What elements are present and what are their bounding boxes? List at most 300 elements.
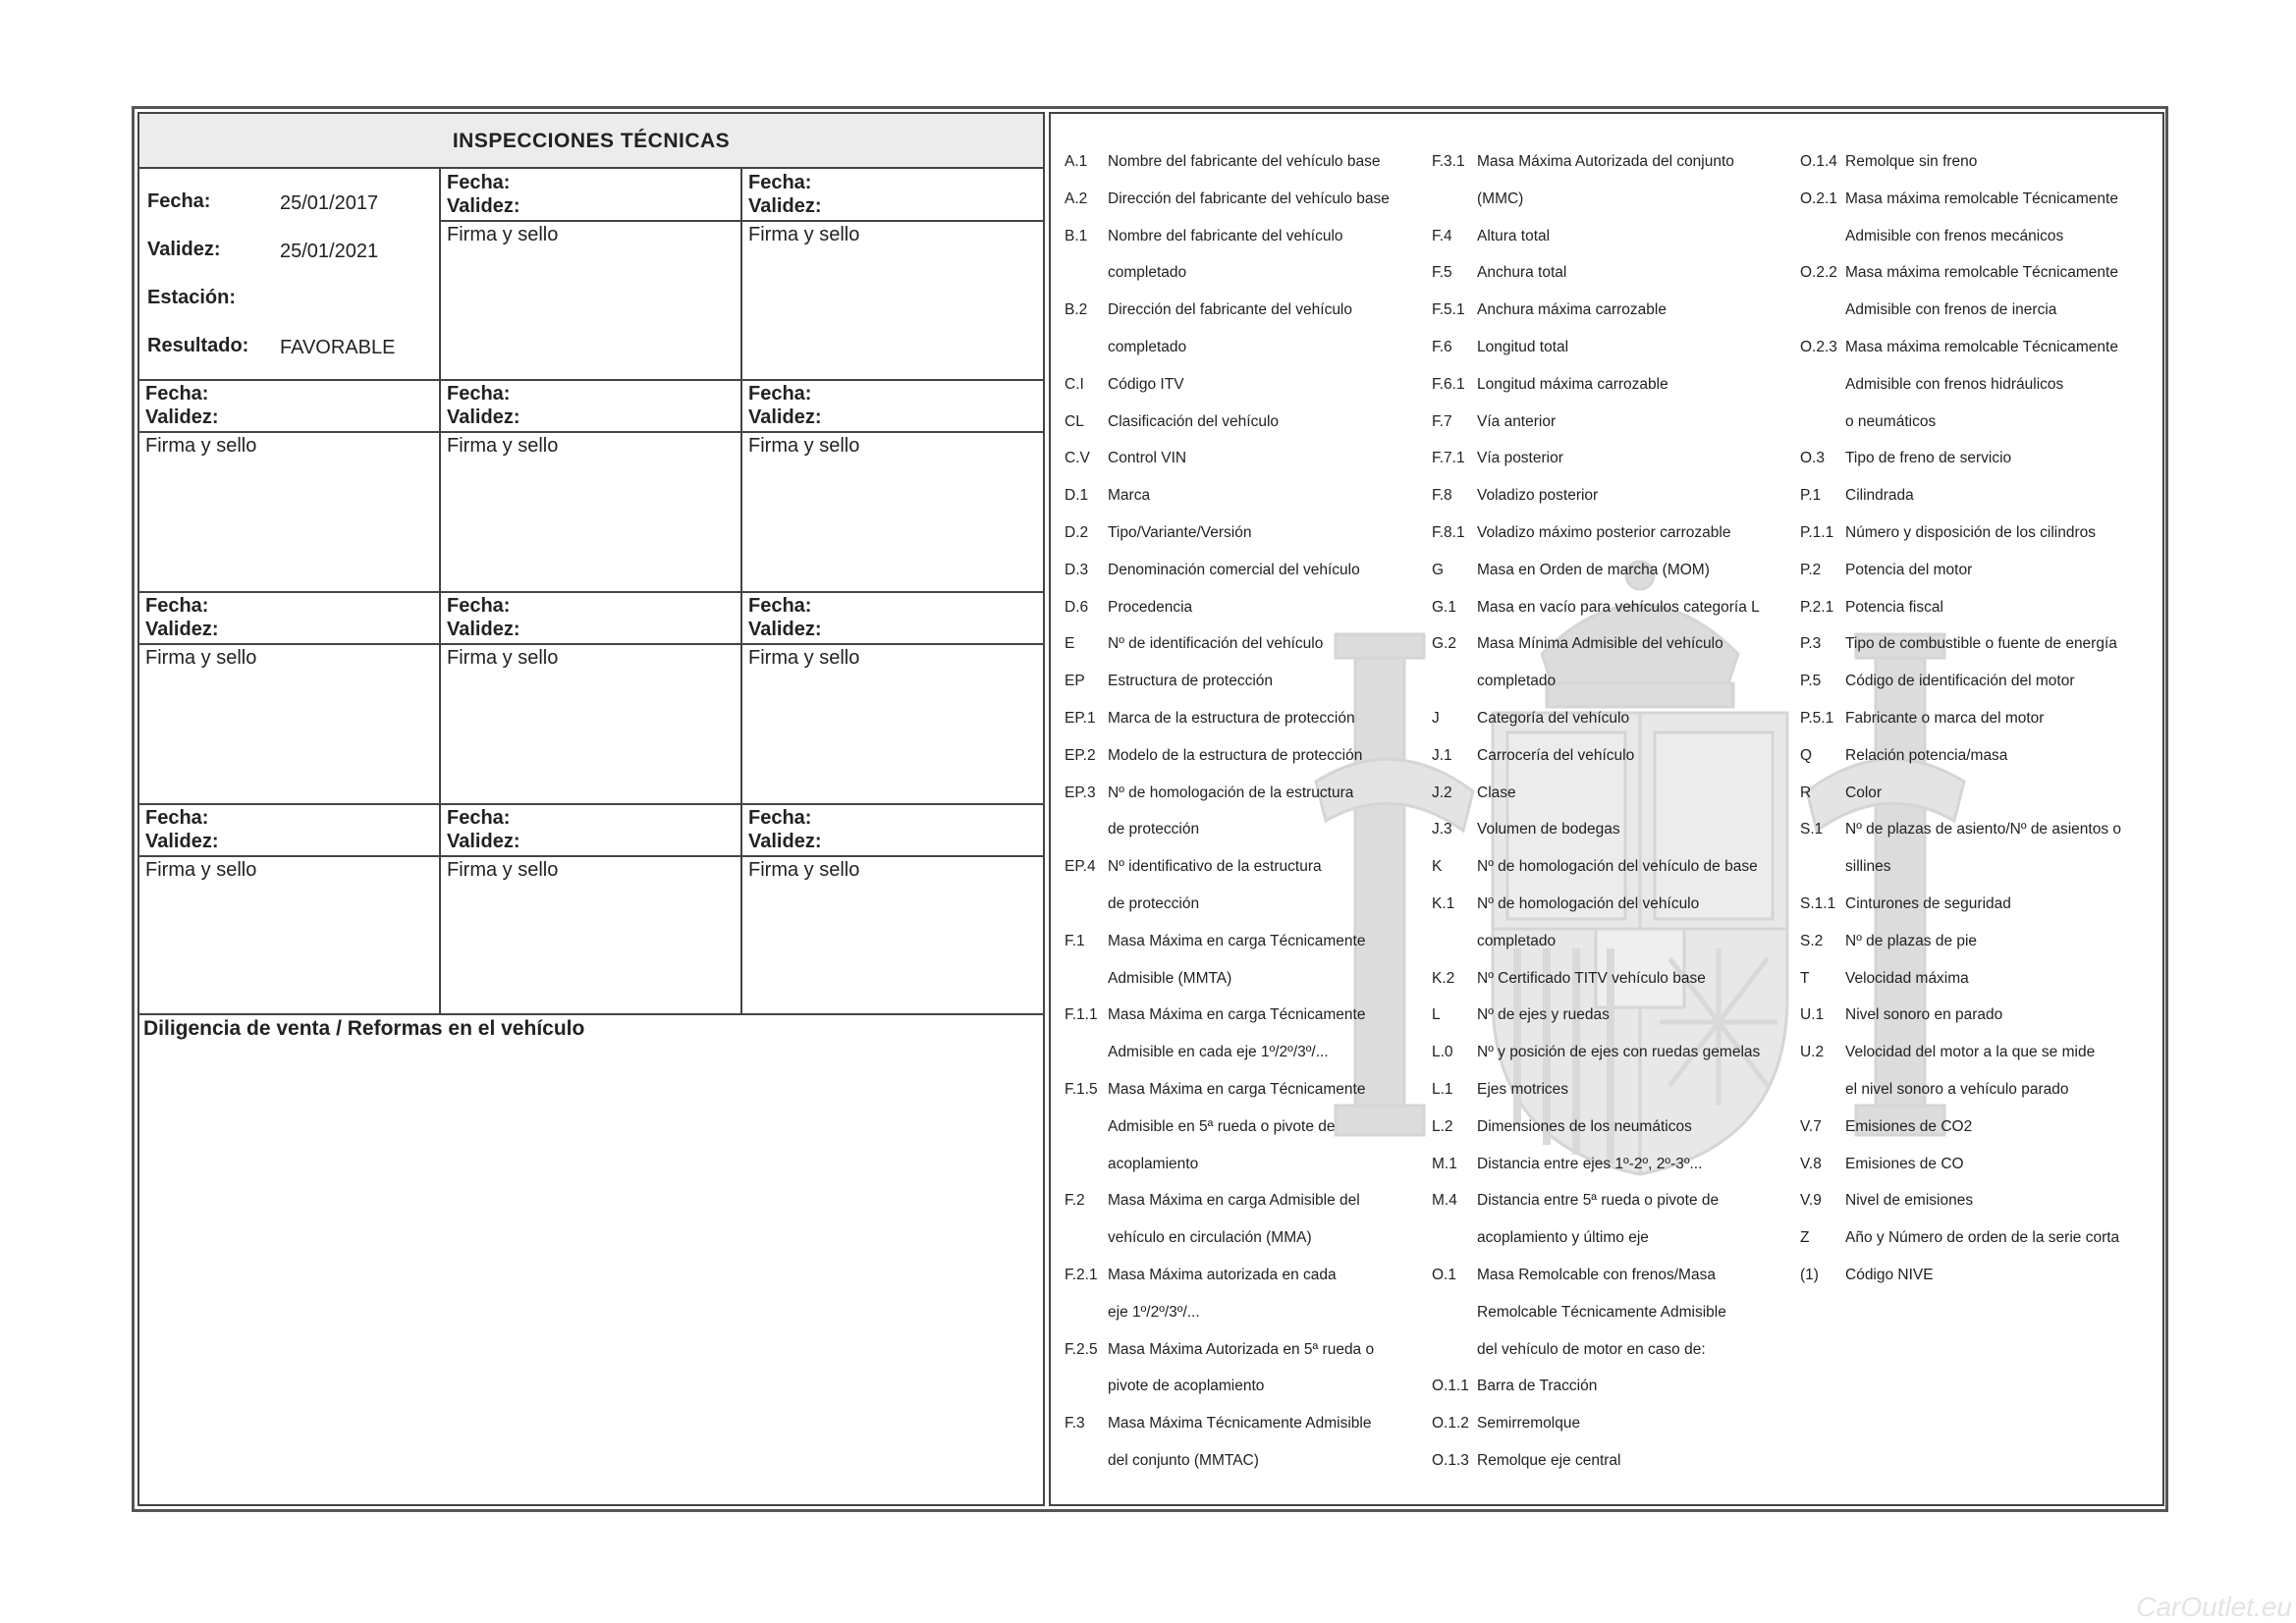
legend-entry xyxy=(1432,960,1795,998)
legend-text: eje 1º/2º/3º/... xyxy=(1108,1303,1200,1321)
cell-firma-label: Firma y sello xyxy=(145,859,257,881)
legend-entry xyxy=(1065,552,1418,589)
legend-text: Ejes motrices xyxy=(1477,1080,1569,1098)
legend-entry xyxy=(1065,960,1418,998)
cell-fecha-label: Fecha: xyxy=(447,807,511,829)
legend-text: del vehículo de motor en caso de: xyxy=(1477,1340,1706,1358)
legend-entry xyxy=(1432,440,1795,477)
legend-entry xyxy=(1065,625,1418,663)
legend-text: Nº y posición de ejes con ruedas gemelas xyxy=(1477,1044,1761,1061)
legend-code: A.1 xyxy=(1065,153,1088,170)
legend-text: Potencia del motor xyxy=(1845,561,1973,578)
legend-code: K.1 xyxy=(1432,894,1455,912)
legend-entry xyxy=(1800,292,2163,329)
legend-entry xyxy=(1432,218,1795,255)
legend-entry xyxy=(1432,848,1795,886)
legend-entry xyxy=(1065,737,1418,775)
legend-text: Distancia entre 5ª rueda o pivote de xyxy=(1477,1192,1720,1210)
legend-entry xyxy=(1065,886,1418,923)
legend-text: Clase xyxy=(1477,784,1516,801)
legend-text: Nº de homologación del vehículo xyxy=(1477,894,1700,912)
legend-text: Emisiones de CO xyxy=(1845,1155,1964,1172)
legend-text: Cinturones de seguridad xyxy=(1845,894,2011,912)
legend-entry xyxy=(1432,811,1795,848)
diligencia-heading: Diligencia de venta / Reformas en el vehículo xyxy=(143,1017,585,1040)
legend-entry xyxy=(1065,848,1418,886)
legend-entry xyxy=(1800,1146,2163,1183)
legend-text: Clasificación del vehículo xyxy=(1108,412,1280,430)
legend-code: L.0 xyxy=(1432,1044,1453,1061)
legend-code: (1) xyxy=(1800,1266,1819,1283)
legend-code: O.2.1 xyxy=(1800,189,1837,207)
legend-text: del conjunto (MMTAC) xyxy=(1108,1451,1259,1469)
legend-text: (MMC) xyxy=(1477,189,1524,207)
legend-text: de protección xyxy=(1108,821,1200,839)
legend-text: vehículo en circulación (MMA) xyxy=(1108,1229,1312,1247)
inspections-title: INSPECCIONES TÉCNICAS xyxy=(139,114,1043,169)
cell-firma-label: Firma y sello xyxy=(447,859,559,881)
legend-entry xyxy=(1800,181,2163,218)
legend-entry xyxy=(1800,923,2163,960)
legend-text: Masa Máxima en carga Técnicamente xyxy=(1108,1080,1366,1098)
legend-entry xyxy=(1800,811,2163,848)
legend-code: J.3 xyxy=(1432,821,1452,839)
legend-code: O.1.1 xyxy=(1432,1378,1469,1395)
cell-fecha-label: Fecha: xyxy=(748,595,812,617)
legend-code: G xyxy=(1432,561,1445,578)
legend-entry xyxy=(1432,1109,1795,1146)
legend-entry xyxy=(1432,997,1795,1034)
legend-code: EP.3 xyxy=(1065,784,1096,801)
grid-hline xyxy=(139,431,1043,433)
legend-text: Dirección del fabricante del vehículo xyxy=(1108,301,1352,319)
legend-code: P.3 xyxy=(1800,635,1822,653)
legend-code: J.1 xyxy=(1432,746,1452,764)
legend-entry xyxy=(1065,1442,1418,1480)
legend-text: Barra de Tracción xyxy=(1477,1378,1598,1395)
legend-text: Código de identificación del motor xyxy=(1845,673,2075,690)
legend-text: o neumáticos xyxy=(1845,412,1937,430)
legend-text: Nombre del fabricante del vehículo xyxy=(1108,227,1343,244)
legend-entry xyxy=(1800,514,2163,552)
legend-entry xyxy=(1432,1146,1795,1183)
legend-code: O.1.3 xyxy=(1432,1451,1469,1469)
legend-entry xyxy=(1432,143,1795,181)
legend-entry xyxy=(1065,218,1418,255)
legend-code: CL xyxy=(1065,412,1084,430)
legend-code: P.5.1 xyxy=(1800,709,1834,727)
cell-firma-label: Firma y sello xyxy=(748,647,860,669)
legend-entry xyxy=(1800,1109,2163,1146)
legend-entry xyxy=(1432,1219,1795,1257)
legend-text: Masa Mínima Admisible del vehículo xyxy=(1477,635,1723,653)
legend-text: Velocidad del motor a la que se mide xyxy=(1845,1044,2096,1061)
legend-entry xyxy=(1065,663,1418,700)
cell-firma-label: Firma y sello xyxy=(447,647,559,669)
estacion-label: Estación: xyxy=(147,287,237,308)
legend-entry xyxy=(1065,1257,1418,1294)
legend-entry xyxy=(1065,329,1418,366)
legend-text: Nº de plazas de asiento/Nº de asientos o xyxy=(1845,821,2122,839)
legend-entry xyxy=(1800,775,2163,812)
legend-text: Nº de homologación del vehículo de base xyxy=(1477,858,1758,876)
watermark-logo: CarOutlet.eu xyxy=(2136,1592,2292,1622)
legend-text: Relación potencia/masa xyxy=(1845,746,2008,764)
legend-entry xyxy=(1432,1294,1795,1331)
legend-code: T xyxy=(1800,969,1810,987)
legend-text: Nº de identificación del vehículo xyxy=(1108,635,1324,653)
legend-entry xyxy=(1800,1257,2163,1294)
legend-code: O.1.4 xyxy=(1800,153,1837,170)
legend-text: Masa Máxima Autorizada del conjunto xyxy=(1477,153,1734,170)
legend-entry xyxy=(1432,1442,1795,1480)
legend-text: Nivel de emisiones xyxy=(1845,1192,1974,1210)
legend-entry xyxy=(1432,366,1795,404)
legend-entry xyxy=(1800,960,2163,998)
legend-code: P.5 xyxy=(1800,673,1822,690)
legend-entry xyxy=(1065,1182,1418,1219)
legend-code: P.1.1 xyxy=(1800,523,1834,541)
legend-code: E xyxy=(1065,635,1075,653)
legend-text: Semirremolque xyxy=(1477,1415,1581,1433)
legend-code: F.1 xyxy=(1065,932,1085,949)
legend-text: Cilindrada xyxy=(1845,487,1914,505)
legend-code: P.2 xyxy=(1800,561,1822,578)
legend-entry xyxy=(1065,143,1418,181)
cell-validez-label: Validez: xyxy=(145,406,219,428)
legend-code: EP xyxy=(1065,673,1085,690)
legend-entry xyxy=(1800,404,2163,441)
legend-code: O.3 xyxy=(1800,450,1825,467)
legend-entry xyxy=(1065,1034,1418,1071)
legend-text: Masa Máxima Técnicamente Admisible xyxy=(1108,1415,1372,1433)
legend-entry xyxy=(1432,589,1795,626)
legend-code: U.2 xyxy=(1800,1044,1825,1061)
resultado-value: FAVORABLE xyxy=(280,337,396,358)
legend-code: EP.1 xyxy=(1065,709,1096,727)
legend-text: Procedencia xyxy=(1108,598,1193,616)
legend-entry xyxy=(1800,477,2163,514)
legend-entry xyxy=(1065,997,1418,1034)
legend-text: Número y disposición de los cilindros xyxy=(1845,523,2097,541)
legend-entry xyxy=(1432,181,1795,218)
inspections-panel xyxy=(137,112,1045,1506)
legend-text: Masa máxima remolcable Técnicamente xyxy=(1845,189,2118,207)
legend-entry xyxy=(1800,552,2163,589)
legend-entry xyxy=(1432,404,1795,441)
legend-entry xyxy=(1800,1071,2163,1109)
legend-entry xyxy=(1065,477,1418,514)
first-inspection xyxy=(147,190,442,383)
legend-entry xyxy=(1432,886,1795,923)
legend-text: Marca xyxy=(1108,487,1151,505)
legend-code: EP.2 xyxy=(1065,746,1096,764)
legend-text: Masa Máxima autorizada en cada xyxy=(1108,1266,1337,1283)
cell-validez-label: Validez: xyxy=(748,406,822,428)
legend-text: Color xyxy=(1845,784,1883,801)
cell-firma-label: Firma y sello xyxy=(145,647,257,669)
legend-code: F.5.1 xyxy=(1432,301,1465,319)
cell-fecha-label: Fecha: xyxy=(748,172,812,193)
cell-validez-label: Validez: xyxy=(447,619,520,640)
cell-fecha-label: Fecha: xyxy=(748,383,812,405)
legend-text: completado xyxy=(1477,932,1557,949)
legend-code: F.6.1 xyxy=(1432,375,1465,393)
legend-entry xyxy=(1800,1219,2163,1257)
legend-text: Tipo de freno de servicio xyxy=(1845,450,2012,467)
legend-code: F.3 xyxy=(1065,1415,1085,1433)
resultado-row xyxy=(147,335,442,383)
legend-code: Q xyxy=(1800,746,1813,764)
legend-text: completado xyxy=(1108,338,1187,355)
legend-code: J xyxy=(1432,709,1440,727)
legend-entry xyxy=(1800,366,2163,404)
legend-entry xyxy=(1800,589,2163,626)
legend-text: Carrocería del vehículo xyxy=(1477,746,1635,764)
legend-code: F.1.5 xyxy=(1065,1080,1098,1098)
legend-code: F.2.5 xyxy=(1065,1340,1098,1358)
legend-entry xyxy=(1432,1331,1795,1369)
legend-text: Admisible en 5ª rueda o pivote de xyxy=(1108,1117,1336,1135)
legend-entry xyxy=(1432,775,1795,812)
legend-column-2 xyxy=(1432,143,1795,1480)
legend-code: B.2 xyxy=(1065,301,1088,319)
legend-text: Nº identificativo de la estructura xyxy=(1108,858,1322,876)
legend-entry xyxy=(1800,218,2163,255)
legend-entry xyxy=(1065,181,1418,218)
legend-column-1 xyxy=(1065,143,1418,1480)
legend-code: F.7.1 xyxy=(1432,450,1465,467)
cell-validez-label: Validez: xyxy=(748,195,822,217)
legend-entry xyxy=(1432,737,1795,775)
cell-validez-label: Validez: xyxy=(145,619,219,640)
cell-firma-label: Firma y sello xyxy=(748,435,860,457)
legend-text: acoplamiento y último eje xyxy=(1477,1229,1649,1247)
legend-entry xyxy=(1432,700,1795,737)
legend-code: F.6 xyxy=(1432,338,1452,355)
legend-text: Volumen de bodegas xyxy=(1477,821,1620,839)
fecha-row xyxy=(147,190,442,239)
legend-text: Denominación comercial del vehículo xyxy=(1108,561,1360,578)
legend-text: Velocidad máxima xyxy=(1845,969,1969,987)
cell-validez-label: Validez: xyxy=(447,195,520,217)
legend-entry xyxy=(1432,514,1795,552)
grid-hline xyxy=(139,855,1043,857)
legend-entry xyxy=(1065,1294,1418,1331)
legend-text: Anchura máxima carrozable xyxy=(1477,301,1667,319)
legend-entry xyxy=(1065,775,1418,812)
validez-label: Validez: xyxy=(147,239,221,260)
legend-text: Estructura de protección xyxy=(1108,673,1274,690)
legend-text: Nivel sonoro en parado xyxy=(1845,1006,2003,1024)
legend-code: F.8.1 xyxy=(1432,523,1465,541)
legend-code: D.6 xyxy=(1065,598,1089,616)
cell-fecha-label: Fecha: xyxy=(145,383,209,405)
legend-text: Masa Remolcable con frenos/Masa xyxy=(1477,1266,1716,1283)
legend-entry xyxy=(1800,440,2163,477)
legend-code: A.2 xyxy=(1065,189,1088,207)
cell-validez-label: Validez: xyxy=(447,406,520,428)
legend-text: Dimensiones de los neumáticos xyxy=(1477,1117,1692,1135)
legend-entry xyxy=(1800,886,2163,923)
legend-code: J.2 xyxy=(1432,784,1452,801)
legend-text: Remolque sin freno xyxy=(1845,153,1978,170)
legend-entry xyxy=(1432,1071,1795,1109)
legend-panel xyxy=(1049,112,2164,1506)
legend-entry xyxy=(1800,848,2163,886)
cell-fecha-label: Fecha: xyxy=(447,172,511,193)
legend-text: Nº de homologación de la estructura xyxy=(1108,784,1354,801)
cell-validez-label: Validez: xyxy=(748,831,822,852)
cell-fecha-label: Fecha: xyxy=(447,383,511,405)
legend-text: Código ITV xyxy=(1108,375,1184,393)
legend-code: K.2 xyxy=(1432,969,1455,987)
legend-text: Admisible en cada eje 1º/2º/3º/... xyxy=(1108,1044,1329,1061)
legend-code: S.1.1 xyxy=(1800,894,1836,912)
legend-code: F.7 xyxy=(1432,412,1452,430)
legend-column-3 xyxy=(1800,143,2163,1294)
legend-text: Masa Máxima en carga Admisible del xyxy=(1108,1192,1360,1210)
legend-text: Emisiones de CO2 xyxy=(1845,1117,1973,1135)
legend-text: Voladizo máximo posterior carrozable xyxy=(1477,523,1731,541)
legend-code: F.8 xyxy=(1432,487,1452,505)
legend-code: P.2.1 xyxy=(1800,598,1834,616)
legend-entry xyxy=(1065,1219,1418,1257)
legend-text: Altura total xyxy=(1477,227,1551,244)
legend-entry xyxy=(1800,700,2163,737)
legend-text: Admisible con frenos de inercia xyxy=(1845,301,2057,319)
grid-hline xyxy=(139,643,1043,645)
legend-entry xyxy=(1800,329,2163,366)
legend-code: O.2.2 xyxy=(1800,264,1837,282)
legend-text: Fabricante o marca del motor xyxy=(1845,709,2045,727)
cell-fecha-label: Fecha: xyxy=(447,595,511,617)
legend-entry xyxy=(1432,477,1795,514)
legend-text: Categoría del vehículo xyxy=(1477,709,1630,727)
legend-code: C.V xyxy=(1065,450,1090,467)
legend-entry xyxy=(1432,329,1795,366)
legend-text: Vía anterior xyxy=(1477,412,1557,430)
legend-text: el nivel sonoro a vehículo parado xyxy=(1845,1080,2069,1098)
legend-text: Año y Número de orden de la serie corta xyxy=(1845,1229,2120,1247)
legend-text: Nombre del fabricante del vehículo base xyxy=(1108,153,1381,170)
legend-entry xyxy=(1800,143,2163,181)
legend-text: Longitud total xyxy=(1477,338,1569,355)
legend-text: Nº de plazas de pie xyxy=(1845,932,1978,949)
legend-code: C.I xyxy=(1065,375,1084,393)
legend-code: Z xyxy=(1800,1229,1810,1247)
legend-code: L xyxy=(1432,1006,1441,1024)
legend-text: Remolque eje central xyxy=(1477,1451,1621,1469)
legend-entry xyxy=(1432,1182,1795,1219)
legend-code: S.2 xyxy=(1800,932,1824,949)
legend-code: R xyxy=(1800,784,1812,801)
legend-entry xyxy=(1800,1182,2163,1219)
cell-firma-label: Firma y sello xyxy=(447,224,559,245)
legend-text: Potencia fiscal xyxy=(1845,598,1943,616)
legend-text: Nº de ejes y ruedas xyxy=(1477,1006,1610,1024)
legend-text: Masa en Orden de marcha (MOM) xyxy=(1477,561,1710,578)
legend-text: Código NIVE xyxy=(1845,1266,1934,1283)
legend-text: Modelo de la estructura de protección xyxy=(1108,746,1363,764)
legend-entry xyxy=(1065,1405,1418,1442)
legend-code: G.2 xyxy=(1432,635,1456,653)
legend-entry xyxy=(1065,254,1418,292)
legend-text: acoplamiento xyxy=(1108,1155,1199,1172)
legend-code: F.2.1 xyxy=(1065,1266,1098,1283)
legend-entry xyxy=(1065,366,1418,404)
legend-code: O.1 xyxy=(1432,1266,1456,1283)
cell-validez-label: Validez: xyxy=(748,619,822,640)
legend-code: L.2 xyxy=(1432,1117,1453,1135)
legend-text: Masa Máxima Autorizada en 5ª rueda o xyxy=(1108,1340,1375,1358)
validez-row xyxy=(147,239,442,287)
legend-text: Nº Certificado TITV vehículo base xyxy=(1477,969,1706,987)
legend-code: D.3 xyxy=(1065,561,1089,578)
legend-text: Admisible (MMTA) xyxy=(1108,969,1232,987)
legend-text: Tipo de combustible o fuente de energía xyxy=(1845,635,2117,653)
legend-entry xyxy=(1065,923,1418,960)
legend-code: G.1 xyxy=(1432,598,1456,616)
legend-entry xyxy=(1432,292,1795,329)
legend-text: Masa máxima remolcable Técnicamente xyxy=(1845,338,2118,355)
legend-text: Dirección del fabricante del vehículo base xyxy=(1108,189,1390,207)
legend-entry xyxy=(1432,923,1795,960)
cell-validez-label: Validez: xyxy=(447,831,520,852)
legend-entry xyxy=(1065,404,1418,441)
legend-code: F.2 xyxy=(1065,1192,1085,1210)
cell-fecha-label: Fecha: xyxy=(145,807,209,829)
legend-code: D.2 xyxy=(1065,523,1089,541)
legend-text: Vía posterior xyxy=(1477,450,1563,467)
legend-code: B.1 xyxy=(1065,227,1088,244)
legend-entry xyxy=(1065,811,1418,848)
legend-entry xyxy=(1065,292,1418,329)
legend-text: completado xyxy=(1108,264,1187,282)
legend-text: Marca de la estructura de protección xyxy=(1108,709,1355,727)
cell-validez-label: Validez: xyxy=(145,831,219,852)
legend-code: M.4 xyxy=(1432,1192,1457,1210)
legend-code: D.1 xyxy=(1065,487,1089,505)
fecha-value: 25/01/2017 xyxy=(280,192,379,214)
resultado-label: Resultado: xyxy=(147,335,249,356)
legend-code: F.5 xyxy=(1432,264,1452,282)
legend-entry xyxy=(1065,589,1418,626)
legend-text: completado xyxy=(1477,673,1557,690)
validez-value: 25/01/2021 xyxy=(280,241,379,262)
legend-entry xyxy=(1065,1146,1418,1183)
legend-entry xyxy=(1800,254,2163,292)
legend-text: Remolcable Técnicamente Admisible xyxy=(1477,1303,1726,1321)
legend-text: Anchura total xyxy=(1477,264,1567,282)
legend-text: Control VIN xyxy=(1108,450,1187,467)
cell-firma-label: Firma y sello xyxy=(145,435,257,457)
cell-firma-label: Firma y sello xyxy=(748,224,860,245)
legend-code: K xyxy=(1432,858,1443,876)
legend-entry xyxy=(1065,700,1418,737)
grid-hline xyxy=(139,591,1043,593)
legend-code: O.1.2 xyxy=(1432,1415,1469,1433)
legend-text: Longitud máxima carrozable xyxy=(1477,375,1668,393)
legend-code: F.1.1 xyxy=(1065,1006,1098,1024)
legend-text: Admisible con frenos mecánicos xyxy=(1845,227,2064,244)
legend-code: F.4 xyxy=(1432,227,1452,244)
legend-text: de protección xyxy=(1108,894,1200,912)
legend-entry xyxy=(1432,552,1795,589)
legend-entry xyxy=(1432,625,1795,663)
legend-entry xyxy=(1065,1071,1418,1109)
legend-code: L.1 xyxy=(1432,1080,1453,1098)
